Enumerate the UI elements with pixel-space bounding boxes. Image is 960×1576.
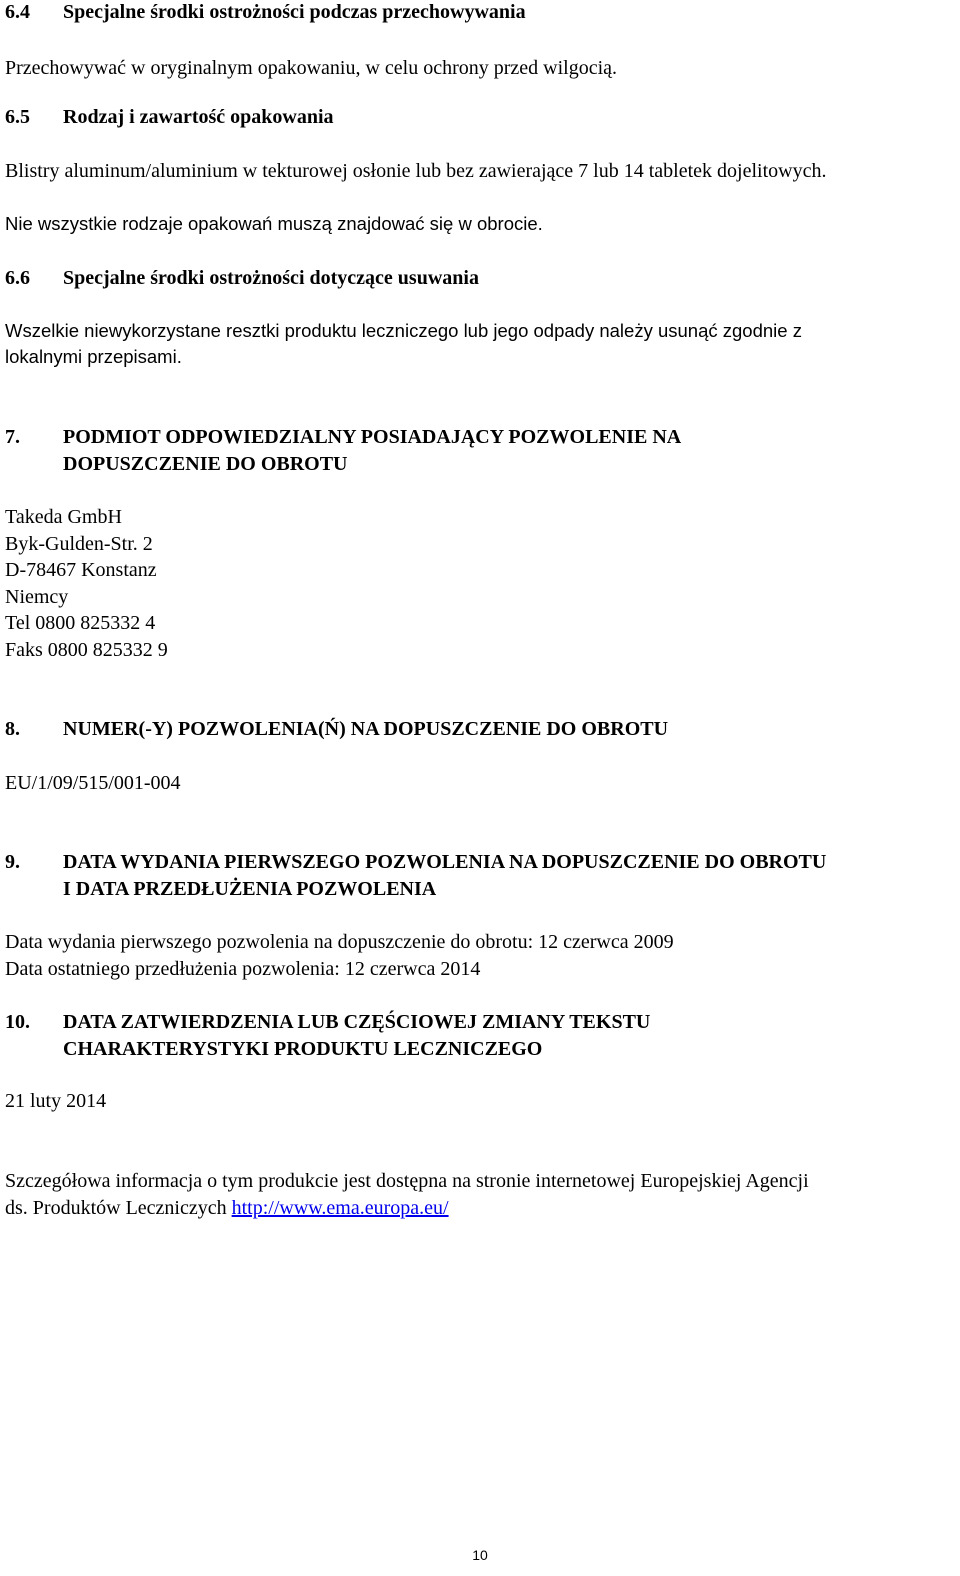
page-number: 10 <box>472 1547 488 1563</box>
section-number: 10. <box>5 1011 30 1033</box>
paragraph: Data wydania pierwszego pozwolenia na dopuszczenie do obrotu: 12 czerwca 2009 <box>5 931 674 953</box>
paragraph: Blistry aluminum/aluminium w tekturowej osłonie lub bez zawierające 7 lub 14 tabletek dojelitowych. <box>5 160 827 182</box>
section-heading: Rodzaj i zawartość opakowania <box>63 106 334 128</box>
section-heading-line: DOPUSZCZENIE DO OBROTU <box>63 453 348 475</box>
section-number: 6.5 <box>5 106 30 128</box>
paragraph: Przechowywać w oryginalnym opakowaniu, w celu ochrony przed wilgocią. <box>5 57 618 79</box>
info-prefix: ds. Produktów Leczniczych <box>5 1197 232 1219</box>
paragraph-line: lokalnymi przepisami. <box>5 346 182 367</box>
address-line: D-78467 Konstanz <box>5 559 157 581</box>
address-line: Byk-Gulden-Str. 2 <box>5 533 153 555</box>
info-paragraph-line <box>5 1196 449 1220</box>
address-line: Tel 0800 825332 4 <box>5 612 156 634</box>
section-heading-line: DATA ZATWIERDZENIA LUB CZĘŚCIOWEJ ZMIANY TEKSTU <box>63 1011 651 1033</box>
section-number: 8. <box>5 718 20 740</box>
address-line: Takeda GmbH <box>5 506 122 528</box>
section-number: 9. <box>5 851 20 873</box>
info-paragraph-line: Szczegółowa informacja o tym produkcie jest dostępna na stronie internetowej Europejskiej Agencji <box>5 1170 809 1192</box>
section-heading-line: CHARAKTERYSTYKI PRODUKTU LECZNICZEGO <box>63 1038 543 1060</box>
section-number: 7. <box>5 426 20 448</box>
authorization-number: EU/1/09/515/001-004 <box>5 772 181 794</box>
address-line: Faks 0800 825332 9 <box>5 639 168 661</box>
ema-website-link[interactable]: http://www.ema.europa.eu/ <box>231 1197 449 1219</box>
address-line: Niemcy <box>5 586 69 608</box>
revision-date: 21 luty 2014 <box>5 1090 107 1112</box>
paragraph: Nie wszystkie rodzaje opakowań muszą znajdować się w obrocie. <box>5 213 543 234</box>
section-number: 6.6 <box>5 267 30 289</box>
section-heading-line: PODMIOT ODPOWIEDZIALNY POSIADAJĄCY POZWOLENIE NA <box>63 426 682 448</box>
section-heading-line: I DATA PRZEDŁUŻENIA POZWOLENIA <box>63 878 437 900</box>
paragraph: Data ostatniego przedłużenia pozwolenia: 12 czerwca 2014 <box>5 958 481 980</box>
section-number: 6.4 <box>5 1 30 23</box>
section-heading: Specjalne środki ostrożności podczas przechowywania <box>63 1 526 23</box>
section-heading: NUMER(-Y) POZWOLENIA(Ń) NA DOPUSZCZENIE DO OBROTU <box>63 718 669 740</box>
section-heading: Specjalne środki ostrożności dotyczące usuwania <box>63 267 479 289</box>
paragraph-line: Wszelkie niewykorzystane resztki produktu leczniczego lub jego odpady należy usunąć zgodnie z <box>5 320 802 341</box>
section-heading-line: DATA WYDANIA PIERWSZEGO POZWOLENIA NA DOPUSZCZENIE DO OBROTU <box>63 851 827 873</box>
